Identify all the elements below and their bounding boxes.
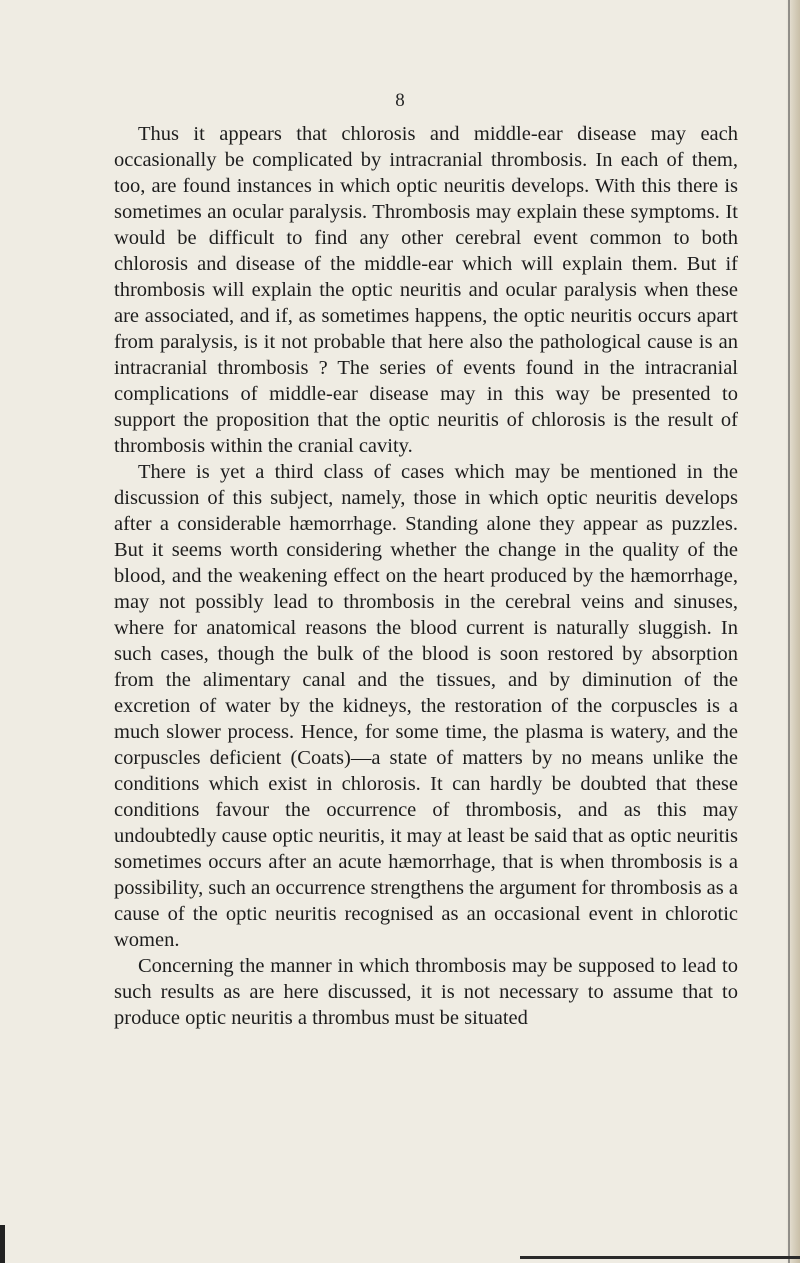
paragraph-2: There is yet a third class of cases which may be mentioned in the discussion of this subject, namely, those in which optic neuritis develops after a considerable hæmorrhage. Standing alone they appear as puzzles. But it seems worth considering whether the change in the quality of the blood, and the weakening effect on the heart produced by the hæmorrhage, may not possibly lead to thrombosis in the cerebral veins and sinuses, where for anatomical reasons the blood current is naturally sluggish. In such cases, though the bulk of the blood is soon restored by absorption from the alimentary canal and the tissues, and by diminution of the excretion of water by the kidneys, the restoration of the corpuscles is a much slower process. Hence, for some time, the plasma is watery, and the corpuscles deficient (Coats)—a state of matters by no means unlike the conditions which exist in chlorosis. It can hardly be doubted that these conditions favour the occurrence of thrombosis, and as this may undoubtedly cause optic neuritis, it may at least be said that as optic neuritis sometimes occurs after an acute hæmorrhage, that is when thrombosis is a possibility, such an occurrence strengthens the argument for thrombosis as a cause of the optic neuritis recognised as an occasional event in chlorotic women. — [114, 461, 738, 951]
binding-edge-line — [788, 0, 790, 1263]
bottom-edge-line — [520, 1256, 800, 1259]
page-number: 8 — [395, 90, 405, 111]
paragraph-3: Concerning the manner in which thrombosis may be supposed to lead to such results as are here discussed, it is not necessary to assume that to produce optic neuritis a thrombus must be situated — [114, 955, 738, 1029]
left-edge-mark — [0, 1225, 5, 1263]
body-text — [114, 121, 738, 1031]
paragraph-1: Thus it appears that chlorosis and middle-ear disease may each occasionally be complicated by intracranial thrombosis. In each of them, too, are found instances in which optic neuritis develops. With this there is sometimes an ocular paralysis. Thrombosis may explain these symptoms. It would be difficult to find any other cerebral event common to both chlorosis and disease of the middle-ear which will explain them. But if thrombosis will explain the optic neuritis and ocular paralysis when these are associated, and if, as sometimes happens, the optic neuritis occurs apart from paralysis, is it not probable that here also the pathological cause is an intracranial thrombosis ? The series of events found in the intracranial complications of middle-ear disease may in this way be presented to support the proposition that the optic neuritis of chlorosis is the result of thrombosis within the cranial cavity. — [114, 123, 738, 457]
